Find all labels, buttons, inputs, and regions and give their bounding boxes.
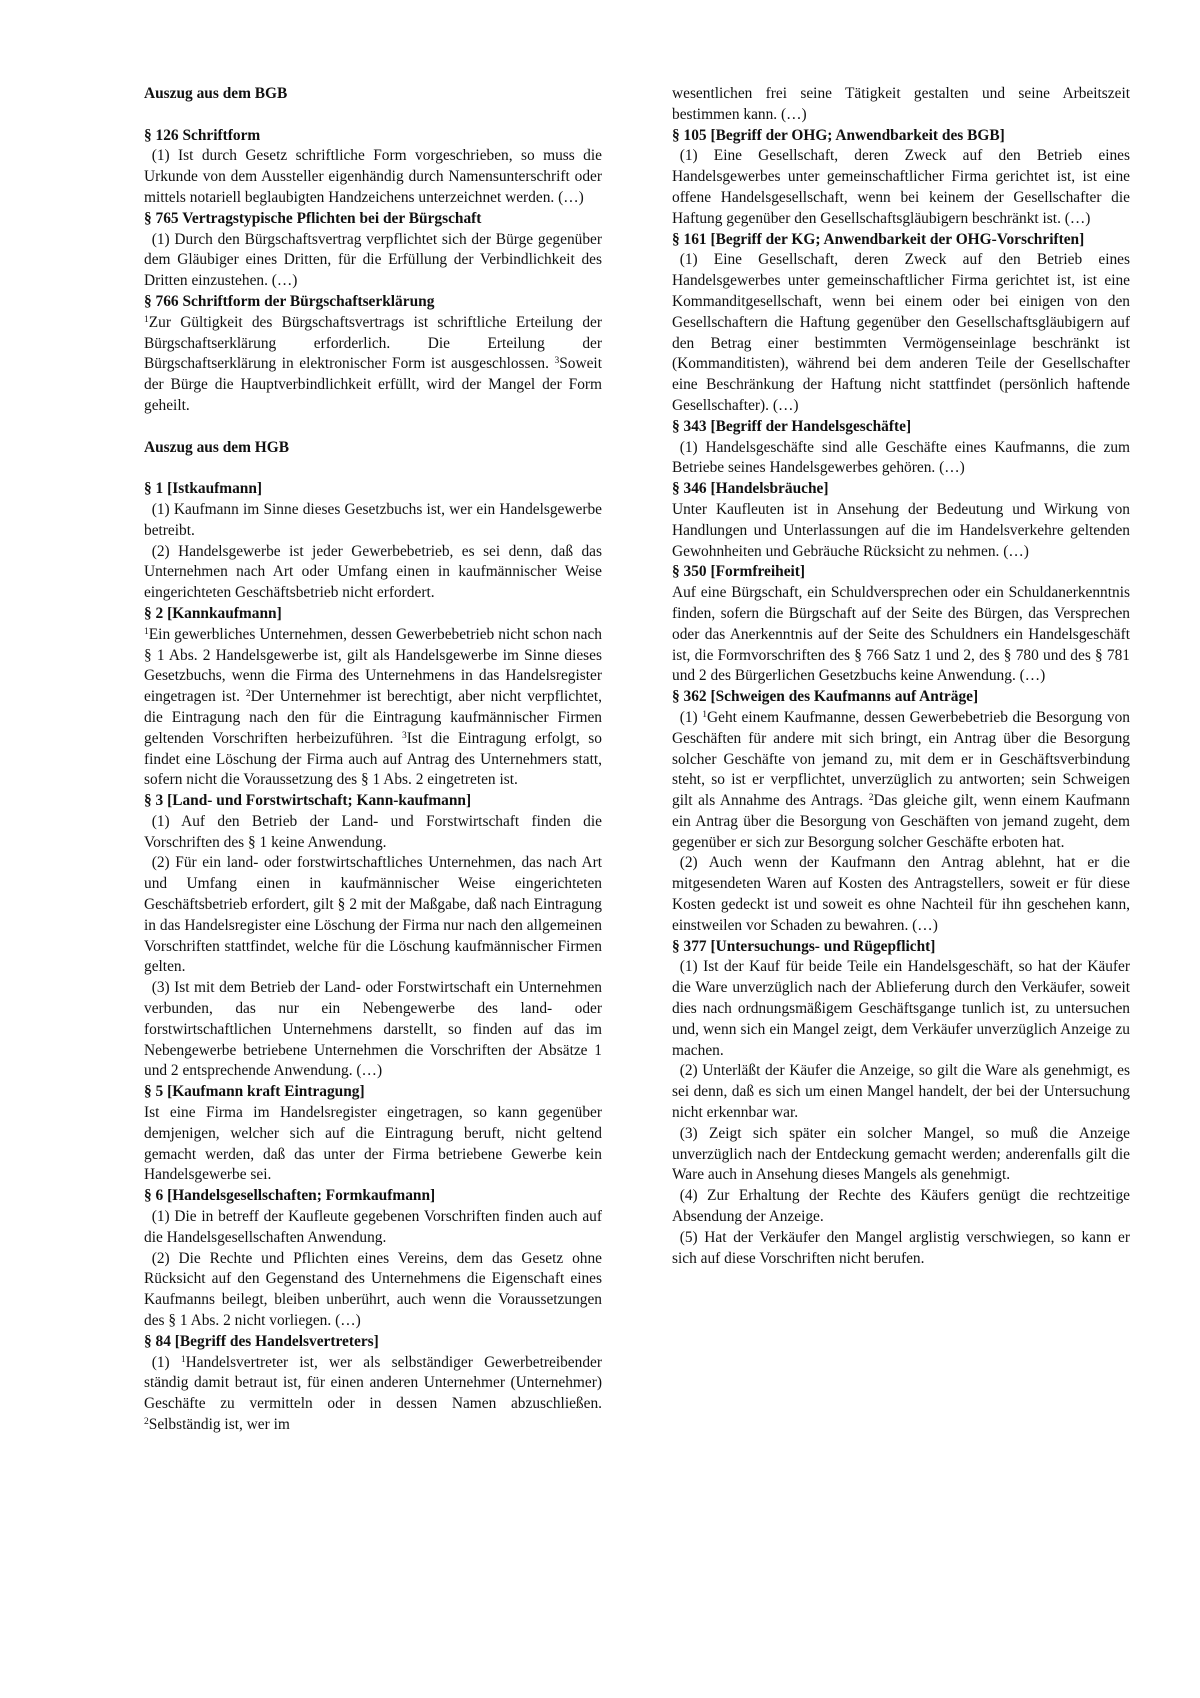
paragraph-text: Zur Gültigkeit des Bürgschaftsvertrags ist schriftliche Erteilung der Bürgschaftserklärung erforderlich. Die Erteilung der Bürgschaftserklärung in elektronischer Form ist ausgeschlossen. [144,313,602,373]
paragraph: (2) Auch wenn der Kaufmann den Antrag ablehnt, hat er die mitgesendeten Waren auf Kosten des Antragstellers, soweit er für diese Kosten gedeckt ist und soweit es ohne Nachteil für ihn geschehen kann, einstweilen vor Schaden zu bewahren. (…) [672,854,1130,934]
paragraph: (2) Handelsgewerbe ist jeder Gewerbebetrieb, es sei denn, daß das Unternehmen nach Art oder Umfang einen in kaufmännischer Weise eingerichteten Geschäftsbetrieb nicht erfordert. [144,542,602,602]
paragraph: wesentlichen frei seine Tätigkeit gestalten und seine Arbeitszeit bestimmen kann. (…) [672,85,1130,123]
section-heading: § 2 [Kannkaufmann] [144,604,282,622]
section-heading: § 350 [Formfreiheit] [672,563,806,581]
section-heading: § 377 [Untersuchungs- und Rügepflicht] [672,937,936,955]
section-heading: § 362 [Schweigen des Kaufmanns auf Anträge] [672,688,979,706]
sentence-number: 2 [245,687,251,699]
right-column [672,84,1130,1269]
section-heading: § 6 [Handelsgesellschaften; Formkaufmann] [144,1187,436,1205]
sentence-number: 3 [401,729,407,741]
paragraph: (1) Die in betreff der Kaufleute gegebenen Vorschriften finden auch auf die Handelsgesellschaften Anwendung. [144,1208,602,1246]
paragraph: Auf eine Bürgschaft, ein Schuldversprechen oder ein Schuldanerkenntnis finden, sofern die Bürgschaft auf der Seite des Bürgen, das Versprechen oder das Anerkenntnis auf der Seite des Schuldners ein Handelsgeschäft ist, die Formvorschriften des § 766 Satz 1 und 2, des § 780 und des § 781 und 2 des Bürgerlichen Gesetzbuchs keine Anwendung. (…) [672,584,1130,685]
sentence-number: 3 [554,355,560,367]
paragraph-text: (1) [151,1353,181,1371]
paragraph-text: Geht einem Kaufmanne, dessen Gewerbebetrieb die Besorgung von Geschäften für andere mit sich bringt, ein Antrag über die Besorgung solcher Geschäfte von jemand zu, mit dem er in Geschäftsverbindung steht, so ist er verpflichtet, unverzüglich zu antworten; sein Schweigen gilt als Annahme des Antrags. [672,708,1131,810]
section-heading: § 346 [Handelsbräuche] [672,480,829,498]
paragraph: (1) Kaufmann im Sinne dieses Gesetzbuchs ist, wer ein Handelsgewerbe betreibt. [144,500,602,539]
paragraph: (1) Eine Gesellschaft, deren Zweck auf den Betrieb eines Handelsgewerbes unter gemeinschaftlicher Firma gerichtet ist, ist eine offene Handelsgesellschaft, wenn bei keinem der Gesellschafter die Haftung gegenüber den Gesellschaftsgläubigern beschränkt ist. (…) [672,147,1130,227]
paragraph: (2) Unterläßt der Käufer die Anzeige, so gilt die Ware als genehmigt, es sei denn, daß es sich um einen Mangel handelt, der bei der Untersuchung nicht erkennbar war. [672,1062,1130,1122]
sentence-number: 1 [702,708,708,720]
section-heading: § 1 [Istkaufmann] [144,480,263,498]
paragraph [144,625,602,791]
sentence-number: 1 [180,1353,186,1365]
section-heading: § 105 [Begriff der OHG; Anwendbarkeit des BGB] [672,126,1005,144]
paragraph: (1) Handelsgeschäfte sind alle Geschäfte eines Kaufmanns, die zum Betriebe seines Handelsgewerbes gehören. (…) [672,438,1130,477]
sentence-number: 1 [144,625,149,637]
paragraph: (1) Ist durch Gesetz schriftliche Form vorgeschrieben, so muss die Urkunde von dem Aussteller eigenhändig durch Namensunterschrift oder mittels notariell beglaubigten Handzeichens unterzeichnet werden. (…) [144,147,602,206]
paragraph: (3) Zeigt sich später ein solcher Mangel, so muß die Anzeige unverzüglich nach der Entdeckung gemacht werden; anderenfalls gilt die Ware auch in Ansehung dieses Mangels als genehmigt. [672,1124,1130,1184]
paragraph-text: Das gleiche gilt, wenn einem Kaufmann ein Antrag über die Besorgung von Geschäften von jemand zugeht, dem gegenüber er sich zur Besorgung solcher Geschäfte erboten hat. [672,792,1130,851]
paragraph-text: Selbständig ist, wer im [148,1416,290,1433]
paragraph: (5) Hat der Verkäufer den Mangel arglistig verschwiegen, so kann er sich auf diese Vorschriften nicht berufen. [672,1228,1130,1267]
paragraph: (1) Eine Gesellschaft, deren Zweck auf den Betrieb eines Handelsgewerbes unter gemeinschaftlicher Firma gerichtet ist, ist eine Kommanditgesellschaft, wenn bei einem oder bei einigen von den Gesellschaftern die Haftung gegenüber den Gesellschaftsgläubigern auf den Betrag einer bestimmten Vermögenseinlage beschränkt ist (Kommanditisten), während bei dem anderen Teile der Gesellschafter eine Beschränkung der Haftung nicht stattfindet (persönlich haftende Gesellschafter). (…) [672,251,1130,414]
paragraph: (4) Zur Erhaltung der Rechte des Käufers genügt die rechtzeitige Absendung der Anzeige. [672,1187,1130,1226]
paragraph: (1) Durch den Bürgschaftsvertrag verpflichtet sich der Bürge gegenüber dem Gläubiger eines Dritten, für die Erfüllung der Verbindlichkeit des Dritten einzustehen. (…) [144,230,602,290]
paragraph-text: Der Unternehmer ist berechtigt, aber nicht verpflichtet, die Eintragung nach den für die Eintragung kaufmännischer Firmen geltenden Vorschriften herbeizuführen. [144,688,602,747]
section-heading: § 5 [Kaufmann kraft Eintragung] [144,1083,365,1101]
sentence-number: 1 [144,313,149,325]
paragraph-text: Ein gewerbliches Unternehmen, dessen Gewerbebetrieb nicht schon nach § 1 Abs. 2 Handelsgewerbe ist, gilt als Handelsgewerbe im Sinne dieses Gesetzbuchs, wenn die Firma des Unternehmens in das Handelsregister eingetragen ist. [144,625,602,706]
document-title: Auszug aus dem HGB [144,438,289,456]
sentence-number: 2 [144,1415,149,1427]
section-heading: § 766 Schriftform der Bürgschaftserklärung [144,292,435,310]
section-heading: § 3 [Land- und Forstwirtschaft; Kann-kaufmann] [144,792,472,810]
paragraph: (2) Für ein land- oder forstwirtschaftliches Unternehmen, das nach Art und Umfang einen in kaufmännischer Weise eingerichteten Geschäftsbetrieb erfordert, gilt § 2 mit der Maßgabe, daß nach Eintragung in das Handelsregister eine Löschung der Firma nur nach den allgemeinen Vorschriften stattfindet, welche für die Löschung kaufmännischer Firmen gelten. [144,854,602,976]
paragraph [672,708,1130,854]
paragraph [144,1353,602,1436]
section-heading: § 161 [Begriff der KG; Anwendbarkeit der OHG-Vorschriften] [672,230,1085,248]
paragraph: (1) Ist der Kauf für beide Teile ein Handelsgeschäft, so hat der Käufer die Ware unverzüglich nach der Ablieferung durch den Verkäufer, soweit dies nach ordnungsmäßigem Geschäftsgange tunlich ist, zu untersuchen und, wenn sich ein Mangel zeigt, dem Verkäufer unverzüglich Anzeige zu machen. [672,958,1130,1059]
paragraph: (3) Ist mit dem Betrieb der Land- oder Forstwirtschaft ein Unternehmen verbunden, das nur ein Nebengewerbe des land- oder forstwirtschaftlichen Unternehmens darstellt, so finden auf das im Nebengewerbe betriebene Unternehmen die Vorschriften der Absätze 1 und 2 entsprechende Anwendung. (…) [144,979,602,1080]
paragraph [144,313,602,417]
paragraph: Ist eine Firma im Handelsregister eingetragen, so kann gegenüber demjenigen, welcher sich auf die Eintragung beruft, nicht geltend gemacht werden, daß das unter der Firma betriebene Gewerbe kein Handelsgewerbe sei. [144,1104,602,1184]
paragraph-text: Ist die Eintragung erfolgt, so findet eine Löschung der Firma auch auf Antrag des Unternehmers statt, sofern nicht die Voraussetzung des § 1 Abs. 2 eingetreten ist. [144,729,602,789]
paragraph-text: Handelsvertreter ist, wer als selbständiger Gewerbetreibender ständig damit betraut ist, für einen anderen Unternehmer (Unternehmer) Geschäfte zu vermitteln oder in dessen Namen abzuschließen. [144,1353,602,1413]
section-heading: § 765 Vertragstypische Pflichten bei der Bürgschaft [144,209,482,227]
paragraph-text: (1) [679,708,703,726]
section-heading: § 84 [Begriff des Handelsvertreters] [144,1332,379,1350]
left-column [144,84,602,1436]
document-title: Auszug aus dem BGB [144,85,288,102]
paragraph: Unter Kaufleuten ist in Ansehung der Bedeutung und Wirkung von Handlungen und Unterlassungen auf die im Handelsverkehre geltenden Gewohnheiten und Gebräuche Rücksicht zu nehmen. (…) [672,500,1130,560]
paragraph: (2) Die Rechte und Pflichten eines Vereins, dem das Gesetz ohne Rücksicht auf den Gegenstand des Unternehmens die Eigenschaft eines Kaufmanns beilegt, bleiben unberührt, auch wenn die Voraussetzungen des § 1 Abs. 2 nicht vorliegen. (…) [144,1249,602,1330]
section-heading: § 126 Schriftform [144,126,261,144]
sentence-number: 2 [868,791,874,803]
paragraph: (1) Auf den Betrieb der Land- und Forstwirtschaft finden die Vorschriften des § 1 keine Anwendung. [144,812,602,851]
paragraph-text: Soweit der Bürge die Hauptverbindlichkeit erfüllt, wird der Mangel der Form geheilt. [144,355,602,414]
section-heading: § 343 [Begriff der Handelsgeschäfte] [672,417,912,435]
